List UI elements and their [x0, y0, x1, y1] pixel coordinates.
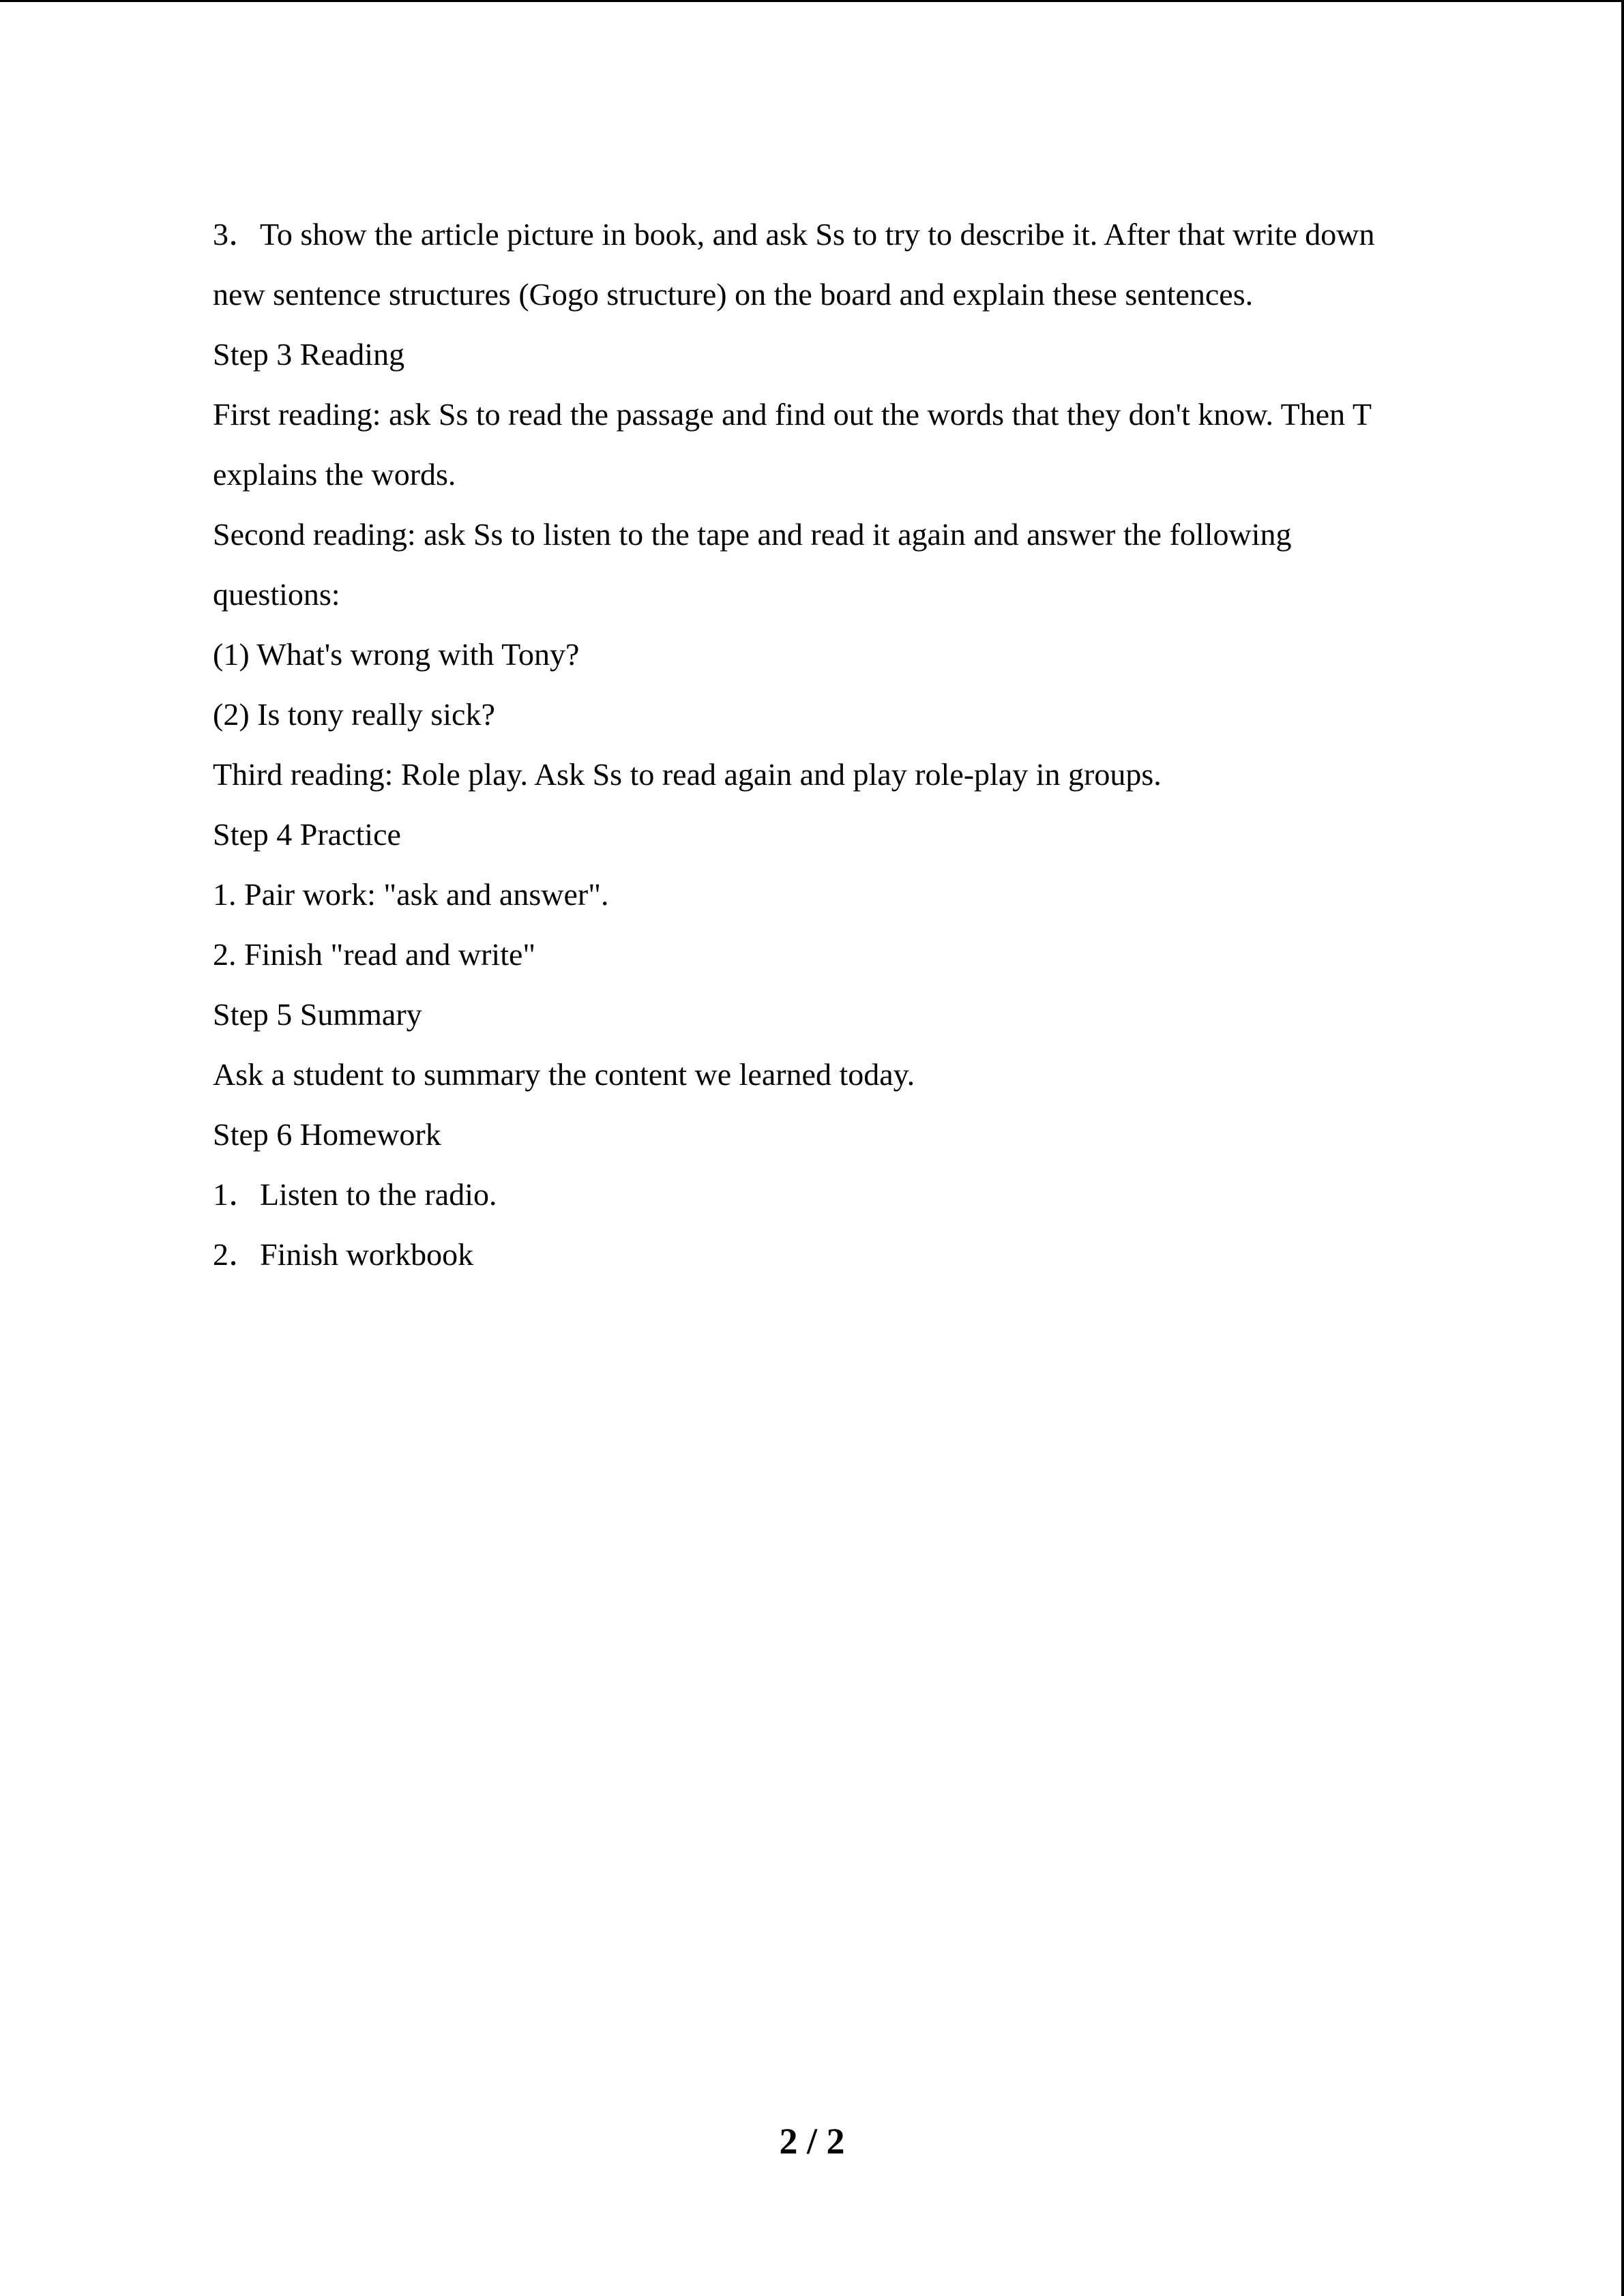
first-reading-line-2: explains the words. [213, 457, 456, 492]
step-4-heading: Step 4 Practice [213, 817, 401, 852]
homework-item-1: 1．Listen to the radio. [213, 1177, 497, 1212]
activity-3-text-line-2: new sentence structures (Gogo structure) on the board and explain these sentences. [213, 277, 1254, 312]
page-number: 2 / 2 [779, 2121, 845, 2162]
step-5-heading: Step 5 Summary [213, 997, 422, 1032]
second-reading-line-1: Second reading: ask Ss to listen to the tape and read it again and answer the following [213, 517, 1292, 552]
third-reading: Third reading: Role play. Ask Ss to read again and play role-play in groups. [213, 757, 1162, 792]
summary-text: Ask a student to summary the content we learned today. [213, 1057, 915, 1092]
lesson-plan-body [213, 205, 1441, 1285]
step-3-heading: Step 3 Reading [213, 337, 405, 372]
first-reading-line-1: First reading: ask Ss to read the passage and find out the words that they don't know. Then T [213, 397, 1372, 432]
page-top-border [0, 0, 1624, 2]
second-reading-line-2: questions: [213, 577, 340, 612]
practice-item-2: 2. Finish "read and write" [213, 937, 536, 972]
homework-item-2: 2．Finish workbook [213, 1237, 474, 1272]
practice-item-1: 1. Pair work: "ask and answer". [213, 877, 609, 912]
question-1: (1) What's wrong with Tony? [213, 637, 580, 672]
question-2: (2) Is tony really sick? [213, 697, 495, 732]
step-6-heading: Step 6 Homework [213, 1117, 441, 1152]
activity-3-text-line-1: 3．To show the article picture in book, and ask Ss to try to describe it. After that write down [213, 217, 1375, 252]
page-right-border [1621, 0, 1624, 2296]
